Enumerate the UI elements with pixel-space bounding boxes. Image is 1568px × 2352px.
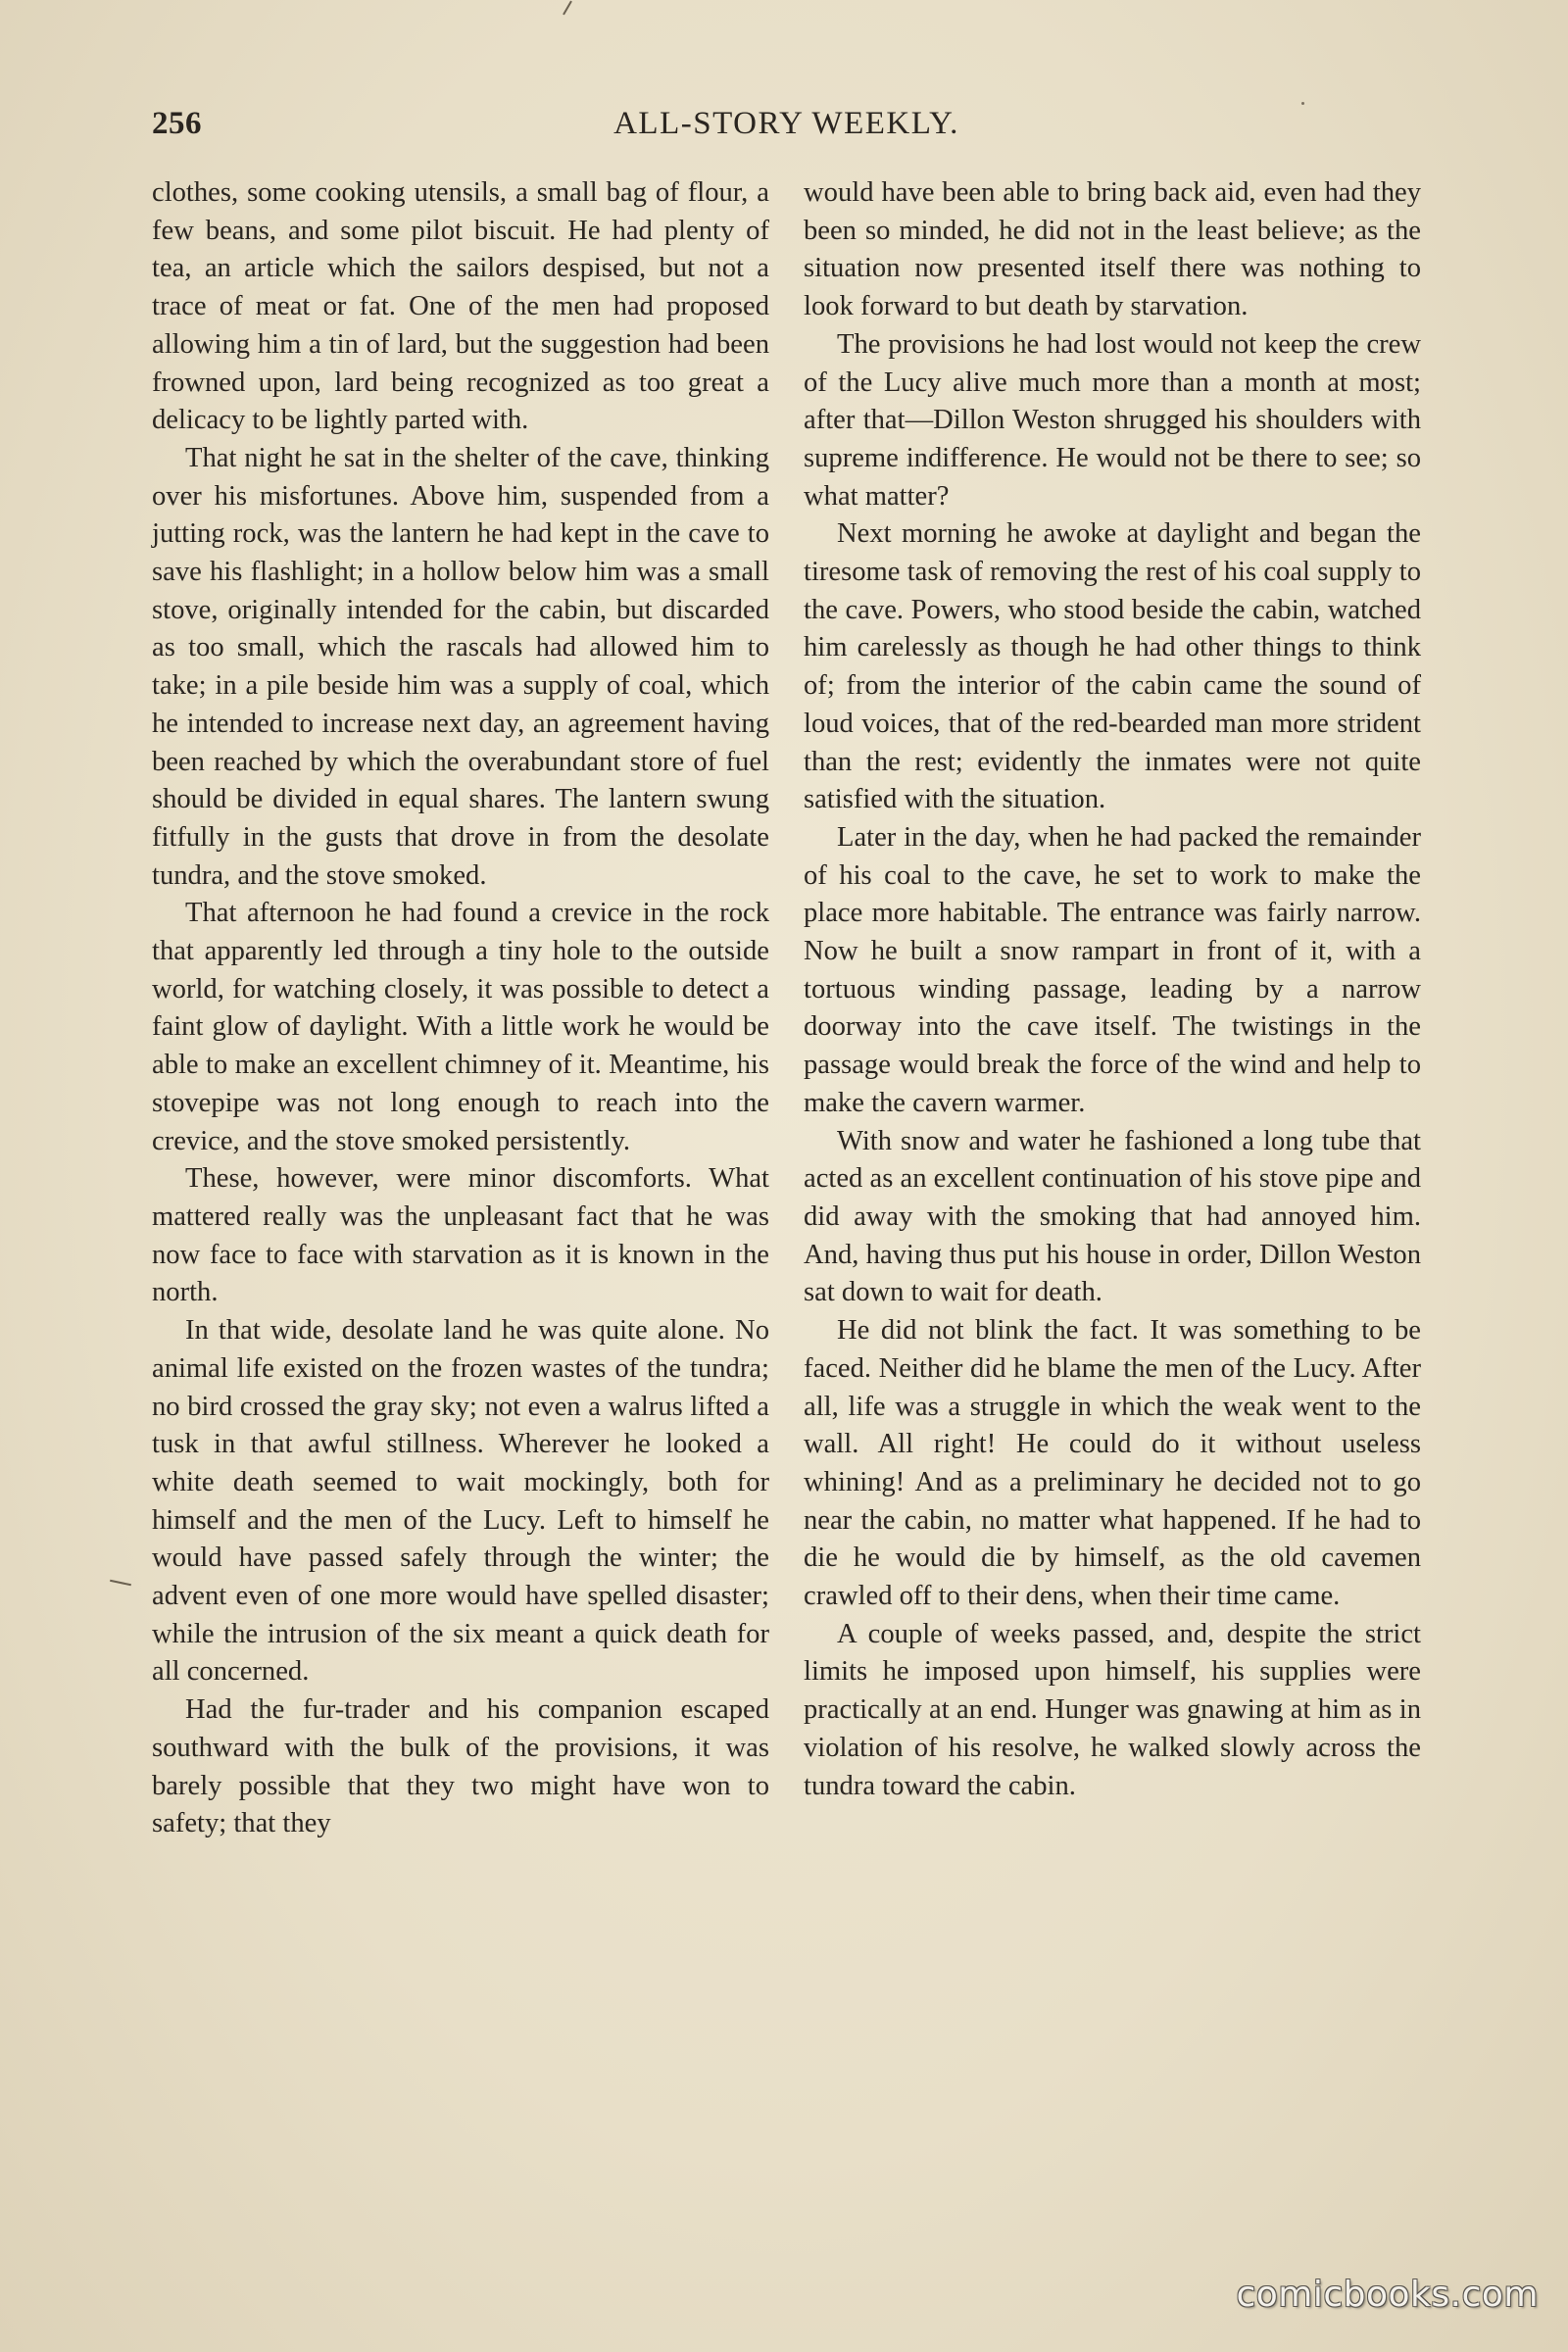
paragraph: Later in the day, when he had packed the remainder of his coal to the cave, he set to work to make the place more habitable. The entrance was fairly narrow. Now he built a snow rampart in front of it, with a tortuous winding passage, leading by a narrow doorway into the cave itself. The twistings in the passage would break the force of the wind and help to make the cavern warmer. — [804, 821, 1421, 1118]
paragraph: Next morning he awoke at daylight and began the tiresome task of removing the rest of his coal supply to the cave. Powers, who stood beside the cabin, watched him carelessly as though he had other things to think of; from the interior of the cabin came the sound of loud voices, that of the red-bearded man more strident than the rest; evidently the inmates were not quite satisfied with the situation. — [804, 518, 1421, 815]
pencil-mark — [563, 1, 572, 16]
right-column — [804, 174, 1421, 2218]
running-head: ALL-STORY WEEKLY. — [613, 106, 959, 141]
text-columns — [152, 174, 1421, 2218]
paragraph: clothes, some cooking utensils, a small bag of flour, a few beans, and some pilot biscuit. He had plenty of tea, an article which the sailors despised, but not a trace of meat or fat. One of the men had proposed allowing him a tin of lard, but the suggestion had been frowned upon, lard being recognized as too great a delicacy to be lightly parted with. — [152, 177, 769, 436]
paragraph: With snow and water he fashioned a long tube that acted as an excellent continuation of his stove pipe and did away with the smoking that had annoyed him. And, having thus put his house in order, Dillon Weston sat down to wait for death. — [804, 1125, 1421, 1308]
margin-pencil-mark — [110, 1580, 131, 1587]
page-number: 256 — [152, 106, 202, 141]
paragraph: The provisions he had lost would not keep the crew of the Lucy alive much more than a month at most; after that—Dillon Weston shrugged his shoulders with supreme indifference. He would not be there to see; so what matter? — [804, 328, 1421, 512]
paragraph: He did not blink the fact. It was something to be faced. Neither did he blame the men of the Lucy. After all, life was a struggle in which the weak went to the wall. All right! He could do it without useless whining! And as a preliminary he decided not to go near the cabin, no matter what happened. If he had to die he would die by himself, as the old cavemen crawled off to their dens, when their time came. — [804, 1315, 1421, 1612]
paragraph: That night he sat in the shelter of the cave, thinking over his misfortunes. Above him, suspended from a jutting rock, was the lantern he had kept in the cave to save his flashlight; in a hollow below him was a small stove, originally intended for the cabin, but discarded as too small, which the rascals had allowed him to take; in a pile beside him was a supply of coal, which he intended to increase next day, an agreement having been reached by which the overabundant store of fuel should be divided in equal shares. The lantern swung fitfully in the gusts that drove in from the desolate tundra, and the stove smoked. — [152, 442, 769, 891]
paragraph: A couple of weeks passed, and, despite the strict limits he imposed upon himself, his supplies were practically at an end. Hunger was gnawing at him as in violation of his resolve, he walked slowly across the tundra toward the cabin. — [804, 1618, 1421, 1801]
left-column — [152, 174, 769, 2218]
paragraph: That afternoon he had found a crevice in the rock that apparently led through a tiny hole to the outside world, for watching closely, it was possible to detect a faint glow of daylight. With a little work he would be able to make an excellent chimney of it. Meantime, his stovepipe was not long enough to reach into the crevice, and the stove smoked persistently. — [152, 898, 769, 1156]
paragraph: These, however, were minor discomforts. What mattered really was the unpleasant fact that he was now face to face with starvation as it is known in the north. — [152, 1163, 769, 1308]
paragraph: In that wide, desolate land he was quite alone. No animal life existed on the frozen wastes of the tundra; no bird crossed the gray sky; not even a walrus lifted a tusk in that awful stillness. Wherever he looked a white death seemed to wait mockingly, both for himself and the men of the Lucy. Left to himself he would have passed safely through the winter; the advent even of one more would have spelled disaster; while the intrusion of the six meant a quick death for all concerned. — [152, 1315, 769, 1688]
watermark-logo: comicbooks.com — [1236, 2275, 1539, 2315]
paragraph: would have been able to bring back aid, even had they been so minded, he did not in the least believe; as the situation now presented itself there was nothing to look forward to but death by starvation. — [804, 177, 1421, 322]
paragraph: Had the fur-trader and his companion escaped southward with the bulk of the provisions, it was barely possible that they two might have won to safety; that they — [152, 1694, 769, 1839]
paper-speck — [1301, 102, 1304, 105]
page-header — [152, 106, 1421, 155]
